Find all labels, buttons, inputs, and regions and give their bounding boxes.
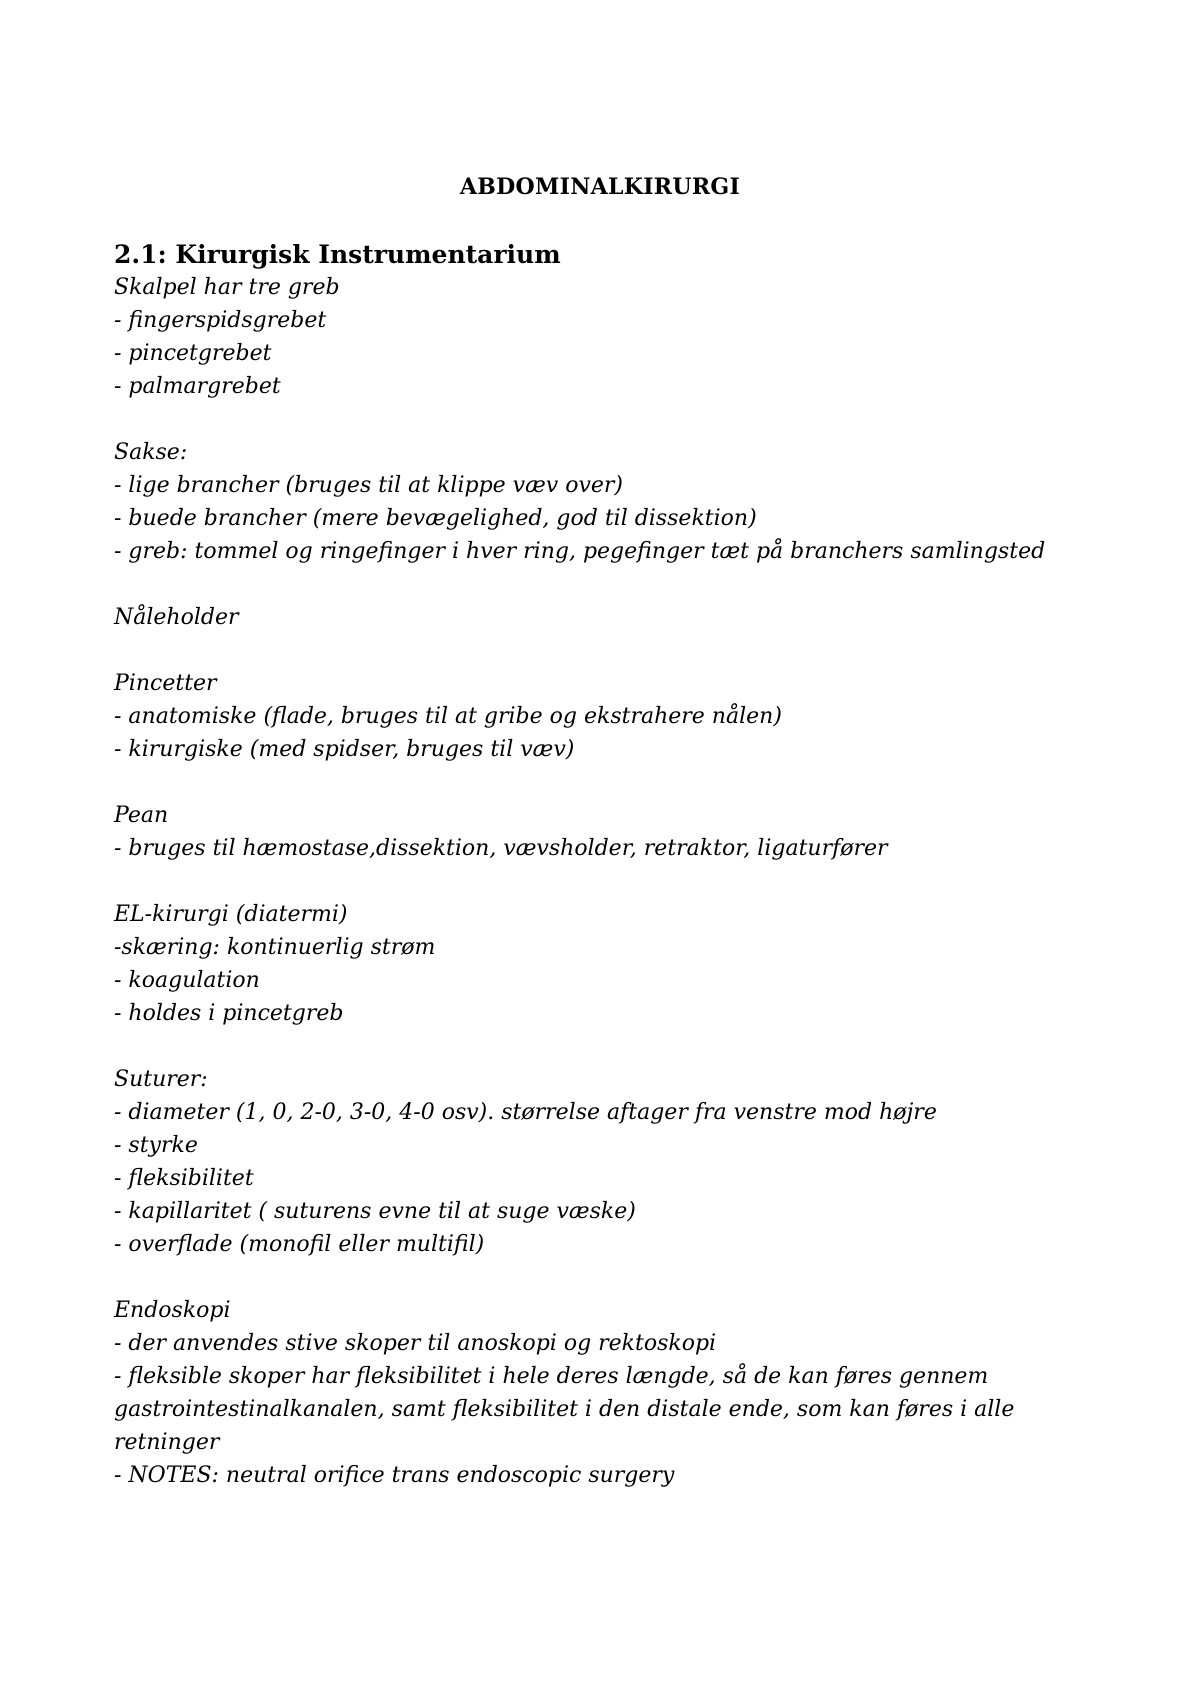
block-endoskopi xyxy=(114,1294,1114,1492)
block-skalpel xyxy=(114,271,1114,403)
block-title-skalpel: Skalpel har tre greb xyxy=(114,275,340,300)
list-item: - buede brancher (mere bevægelighed, god til dissektion) xyxy=(114,506,757,531)
list-item: -skæring: kontinuerlig strøm xyxy=(114,935,436,960)
section-heading: 2.1: Kirurgisk Instrumentarium xyxy=(114,240,561,269)
list-item: - der anvendes stive skoper til anoskopi og rektoskopi xyxy=(114,1331,717,1356)
list-item: - overflade (monofil eller multifil) xyxy=(114,1232,485,1257)
list-item: - koagulation xyxy=(114,968,260,993)
block-title-pincetter: Pincetter xyxy=(114,671,217,696)
list-item: - fleksibilitet xyxy=(114,1166,254,1191)
list-item: - kirurgiske (med spidser, bruges til væv) xyxy=(114,737,575,762)
block-suturer xyxy=(114,1063,1114,1261)
list-item: - greb: tommel og ringefinger i hver ring, pegefinger tæt på branchers samlingsted xyxy=(114,539,1046,564)
list-item: - styrke xyxy=(114,1133,198,1158)
list-item: - diameter (1, 0, 2-0, 3-0, 4-0 osv). størrelse aftager fra venstre mod højre xyxy=(114,1100,937,1125)
spacer xyxy=(114,568,1114,601)
spacer xyxy=(114,634,1114,667)
block-title-suturer: Suturer: xyxy=(114,1067,208,1092)
list-item: - palmargrebet xyxy=(114,374,281,399)
block-title-pean: Pean xyxy=(114,803,169,828)
block-pean xyxy=(114,799,1114,865)
document-title: ABDOMINALKIRURGI xyxy=(459,174,741,200)
block-title-naaleholder: Nåleholder xyxy=(114,605,239,630)
list-item: - fingerspidsgrebet xyxy=(114,308,327,333)
list-item: - bruges til hæmostase,dissektion, vævsholder, retraktor, ligaturfører xyxy=(114,836,888,861)
spacer xyxy=(114,1030,1114,1063)
block-pincetter xyxy=(114,667,1114,766)
block-sakse xyxy=(114,436,1114,568)
list-item: - fleksible skoper har fleksibilitet i hele deres længde, så de kan føres gennem gastrointestinalkanalen, samt fleksibilitet i den distale ende, som kan føres i alle retninger xyxy=(114,1364,1015,1455)
block-el-kirurgi xyxy=(114,898,1114,1030)
list-item: - holdes i pincetgreb xyxy=(114,1001,344,1026)
spacer xyxy=(114,403,1114,436)
list-item: - NOTES: neutral orifice trans endoscopic surgery xyxy=(114,1463,675,1488)
list-item: - lige brancher (bruges til at klippe væv over) xyxy=(114,473,623,498)
document-body xyxy=(114,238,1114,1492)
block-title-sakse: Sakse: xyxy=(114,440,188,465)
block-title-el-kirurgi: EL-kirurgi (diatermi) xyxy=(114,902,348,927)
spacer xyxy=(114,1261,1114,1294)
list-item: - anatomiske (flade, bruges til at gribe og ekstrahere nålen) xyxy=(114,704,782,729)
spacer xyxy=(114,865,1114,898)
list-item: - pincetgrebet xyxy=(114,341,272,366)
block-title-endoskopi: Endoskopi xyxy=(114,1298,231,1323)
list-item: - kapillaritet ( suturens evne til at suge væske) xyxy=(114,1199,636,1224)
spacer xyxy=(114,766,1114,799)
block-naaleholder xyxy=(114,601,1114,634)
